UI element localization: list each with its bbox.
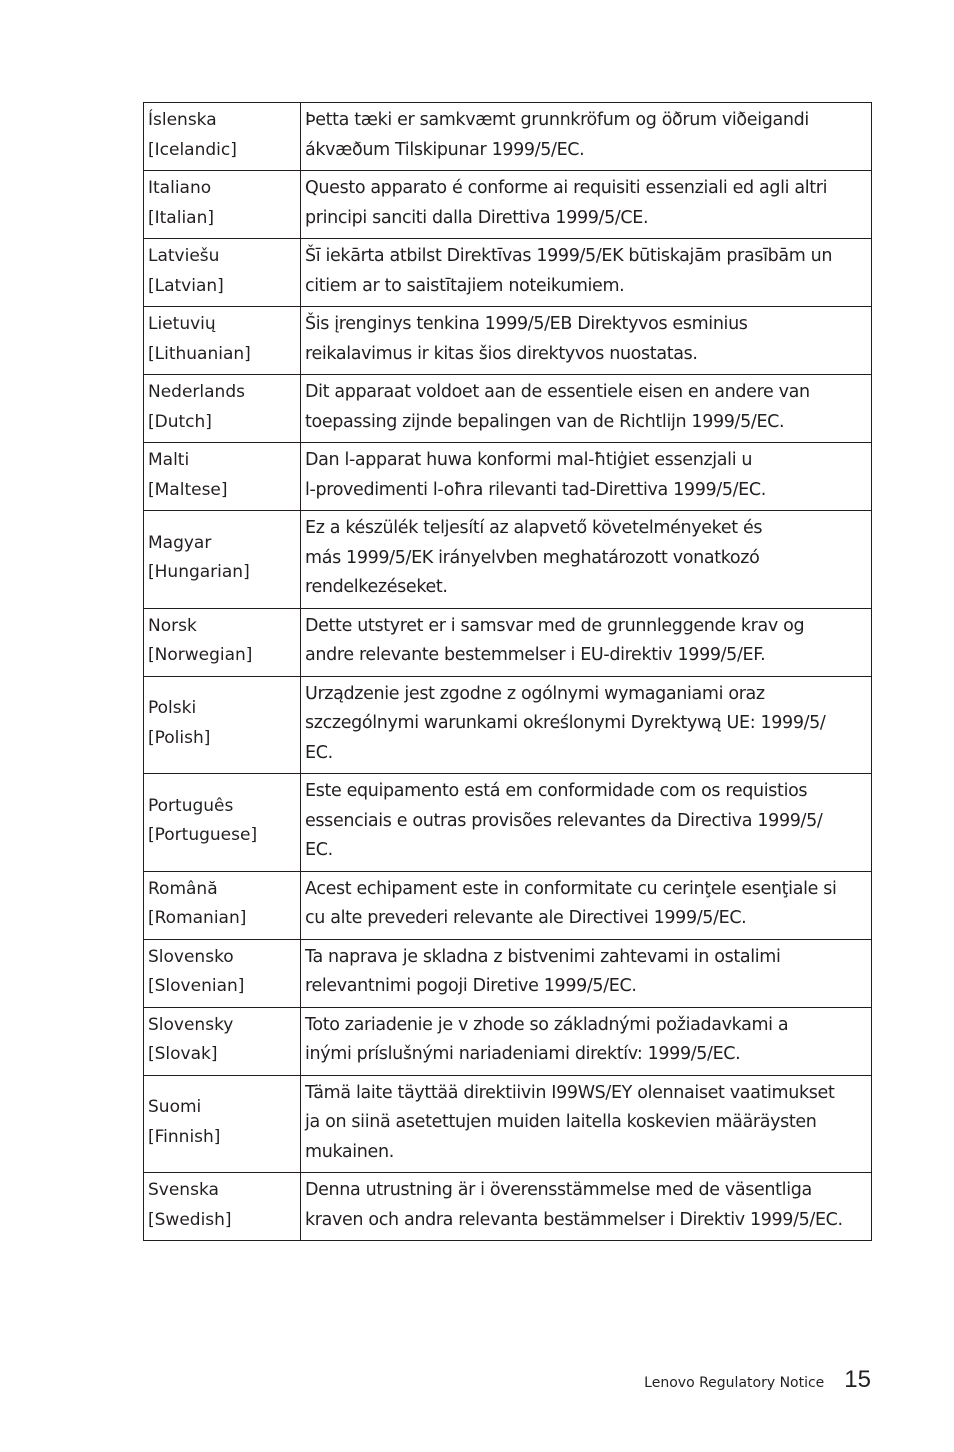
declaration-cell (301, 1173, 872, 1241)
declaration-text-line: reikalavimus ir kitas šios direktyvos nuostatas. (305, 343, 698, 364)
language-cell (144, 1007, 301, 1075)
declaration-text-line: Toto zariadenie je v zhode so základnými požiadavkami a (305, 1014, 789, 1035)
language-native-name: Svenska (148, 1180, 219, 1200)
language-cell (144, 939, 301, 1007)
table-row (144, 939, 872, 1007)
declaration-text-line: más 1999/5/EK irányelvben meghatározott vonatkozó (305, 547, 760, 568)
declaration-text-line: essenciais e outras provisões relevantes da Directiva 1999/5/ (305, 810, 823, 831)
table-row (144, 608, 872, 676)
declaration-cell (301, 871, 872, 939)
table-row (144, 774, 872, 872)
language-native-name: Português (148, 795, 234, 816)
declaration-cell (301, 511, 872, 609)
language-native-name: Latviešu (148, 246, 220, 266)
declaration-text-line: Urządzenie jest zgodne z ogólnymi wymaganiami oraz (305, 683, 765, 704)
table-row (144, 1007, 872, 1075)
declaration-text-line: Šis įrenginys tenkina 1999/5/EB Direktyvos esminius (305, 314, 748, 334)
language-english-name: [Hungarian] (148, 562, 250, 583)
language-native-name: Română (148, 878, 218, 899)
language-native-name: Íslenska (148, 110, 217, 130)
declaration-cell (301, 103, 872, 171)
language-cell (144, 676, 301, 774)
declaration-cell (301, 1075, 872, 1173)
language-cell (144, 511, 301, 609)
declaration-text-line: ja on siinä asetettujen muiden laitella koskevien määräysten (305, 1112, 817, 1132)
declaration-cell (301, 171, 872, 239)
language-english-name: [Lithuanian] (148, 343, 251, 364)
declaration-text-line: citiem ar to saistītajiem noteikumiem. (305, 275, 625, 296)
footer-title: Lenovo Regulatory Notice (644, 1375, 825, 1391)
declaration-text-line: szczególnymi warunkami określonymi Dyrektywą UE: 1999/5/ (305, 713, 826, 733)
language-cell (144, 375, 301, 443)
language-cell (144, 871, 301, 939)
language-cell (144, 307, 301, 375)
declaration-text-line: Ta naprava je skladna z bistvenimi zahtevami in ostalimi (305, 946, 781, 967)
declaration-text-line: Ez a készülék teljesítí az alapvető követelményeket és (305, 518, 763, 538)
language-native-name: Suomi (148, 1097, 202, 1118)
table-row (144, 443, 872, 511)
declaration-text-line: Tämä laite täyttää direktiivin I99WS/EY olennaiset vaatimukset (305, 1082, 835, 1103)
declaration-cell (301, 939, 872, 1007)
language-native-name: Polski (148, 698, 197, 719)
language-native-name: Malti (148, 450, 190, 470)
language-english-name: [Dutch] (148, 411, 212, 432)
declaration-text-line: mukainen. (305, 1141, 394, 1162)
language-english-name: [Maltese] (148, 479, 228, 500)
declaration-cell (301, 307, 872, 375)
table-row (144, 307, 872, 375)
declaration-cell (301, 676, 872, 774)
table-row (144, 375, 872, 443)
language-cell (144, 103, 301, 171)
language-english-name: [Portuguese] (148, 825, 258, 846)
declaration-text-line: principi sanciti dalla Direttiva 1999/5/CE. (305, 207, 649, 228)
table-row (144, 103, 872, 171)
table-row (144, 1075, 872, 1173)
language-cell (144, 1075, 301, 1173)
language-native-name: Slovensky (148, 1014, 234, 1035)
language-native-name: Nederlands (148, 382, 245, 402)
declaration-text-line: EC. (305, 840, 333, 860)
declaration-cell (301, 608, 872, 676)
declaration-cell (301, 1007, 872, 1075)
declaration-cell (301, 375, 872, 443)
language-cell (144, 1173, 301, 1241)
declaration-text-line: rendelkezéseket. (305, 577, 448, 597)
declaration-text-line: toepassing zijnde bepalingen van de Richtlijn 1999/5/EC. (305, 411, 785, 432)
language-cell (144, 608, 301, 676)
declaration-text-line: Šī iekārta atbilst Direktīvas 1999/5/EK būtiskajām prasībām un (305, 246, 833, 266)
table-row (144, 1173, 872, 1241)
declaration-text-line: Denna utrustning är i överensstämmelse med de väsentliga (305, 1180, 812, 1200)
declaration-text-line: ákvæðum Tilskipunar 1999/5/EC. (305, 139, 585, 160)
declaration-table-body (144, 103, 872, 1241)
language-english-name: [Slovenian] (148, 976, 245, 996)
language-english-name: [Romanian] (148, 908, 247, 928)
declaration-text-line: EC. (305, 742, 333, 763)
language-native-name: Norsk (148, 615, 197, 636)
language-english-name: [Italian] (148, 207, 214, 228)
table-row (144, 239, 872, 307)
table-row (144, 676, 872, 774)
language-native-name: Lietuvių (148, 314, 216, 334)
declaration-text-line: Dan l-apparat huwa konformi mal-ħtiġiet essenzjali u (305, 450, 753, 470)
language-cell (144, 171, 301, 239)
language-english-name: [Polish] (148, 727, 211, 748)
declaration-text-line: Este equipamento está em conformidade com os requistios (305, 781, 808, 801)
declaration-text-line: Questo apparato é conforme ai requisiti essenziali ed agli altri (305, 178, 828, 198)
declaration-text-line: Dette utstyret er i samsvar med de grunnleggende krav og (305, 615, 805, 636)
page-footer (644, 1366, 871, 1394)
declaration-cell (301, 443, 872, 511)
language-cell (144, 443, 301, 511)
declaration-text-line: Dit apparaat voldoet aan de essentiele eisen en andere van (305, 382, 810, 402)
declaration-text-line: Acest echipament este in conformitate cu cerinţele esenţiale si (305, 878, 837, 899)
declaration-text-line: andre relevante bestemmelser i EU-direktiv 1999/5/EF. (305, 645, 766, 665)
language-english-name: [Slovak] (148, 1044, 218, 1064)
language-english-name: [Swedish] (148, 1209, 232, 1230)
table-row (144, 871, 872, 939)
table-row (144, 511, 872, 609)
declaration-cell (301, 774, 872, 872)
declaration-text-line: kraven och andra relevanta bestämmelser i Direktiv 1999/5/EC. (305, 1209, 843, 1230)
declaration-text-line: relevantnimi pogoji Diretive 1999/5/EC. (305, 976, 637, 996)
language-english-name: [Norwegian] (148, 645, 253, 665)
language-native-name: Italiano (148, 178, 212, 198)
declaration-text-line: Þetta tæki er samkvæmt grunnkröfum og öðrum viðeigandi (305, 110, 809, 130)
language-native-name: Slovensko (148, 946, 234, 967)
declaration-cell (301, 239, 872, 307)
declaration-table (143, 102, 872, 1241)
language-english-name: [Latvian] (148, 275, 224, 296)
language-english-name: [Icelandic] (148, 139, 237, 160)
language-native-name: Magyar (148, 532, 212, 553)
page-number: 15 (844, 1366, 871, 1393)
language-cell (144, 774, 301, 872)
declaration-text-line: inými príslušnými nariadeniami direktív: 1999/5/EC. (305, 1044, 741, 1064)
language-cell (144, 239, 301, 307)
table-row (144, 171, 872, 239)
declaration-text-line: l-provedimenti l-oħra rilevanti tad-Direttiva 1999/5/EC. (305, 479, 766, 500)
language-english-name: [Finnish] (148, 1126, 221, 1147)
declaration-text-line: cu alte prevederi relevante ale Directivei 1999/5/EC. (305, 908, 747, 928)
